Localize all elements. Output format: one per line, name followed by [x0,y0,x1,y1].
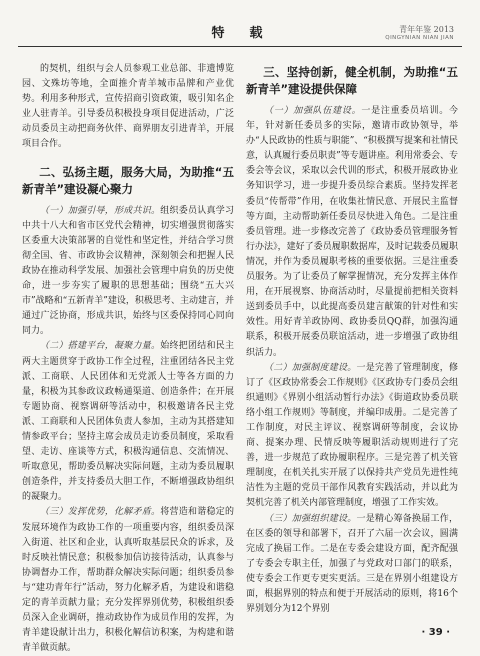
journal-name-pinyin: QINGYNIAN NIAN JIAN [385,35,454,41]
paragraph: 的契机，组织与会人员参观工业总部、非遗博览园、文殊坊等地，全面推介青羊城市品牌和产业优势。利用多种形式，宣传招商引资政策，吸引知名企业人驻青羊。引导委员积极投身项目促进活动，广泛动员委员主动把商务伙伴、商界朋友引进青羊，开展项目合作。 [22,64,234,150]
paragraph-body: 一是精心筹备换届工作，在区委的领导和部署下，召开了六届一次会议，圆满完成了换届工作。二是在专委会建设方面，配齐配强了专委会专职主任，加强了与党政对口部门的联系，使专委会工作更专更实更活。三是在界别小组建设方面，根据界别的特点和便于开展活动的原则，将16个界别划分为12个界别 [246,513,458,615]
right-column [246,62,458,617]
journal-name: 青年年鉴 2013 [399,25,454,34]
paragraph [22,339,234,505]
paragraph-body: 将营造和谐稳定的发展环境作为政协工作的一项重要内容，组织委员深入街道、社区和企业，认真听取基层民众的诉求，及时反映社情民意；积极参加信访接待活动，认真参与协调督办工作，帮助群众解决实际问题；组织委员参与“建功青年行”活动，努力化解矛盾，为建设和谐稳定的青羊贡献力量；充分发挥界别优势，积极组织委员深入企业调研，推动政协作为成员作用的发挥，为青羊建设献计出力，积极化解信访积案，为构建和谐青羊做贡献。 [22,507,234,654]
paragraph-body: 一是注重委员培训。今年，针对新任委员多的实际，邀请市政协领导，举办“人民政协的性质与职能”、“积极撰写提案和社情民意，认真履行委员职责”等专题讲座。利用常委会、专委会等会议，采取以会代训的形式，积极开展政协业务知识学习，进一步提升委员综合素质。坚持发挥老委员“传帮带”作用，在收集社情民意、开展民主监督等方面，主动帮助新任委员尽快进入角色。二是注重委员管理。进一步修改完善了《政协委员管理服务暂行办法》，建好了委员履职数据库，及时记载委员履职情况，并作为委员履职考核的重要依据。三是注重委员服务。为了让委员了解掌握情况，充分发挥主体作用，在开展视察、协商活动时，尽量提前把相关资料送到委员手中，以此提高委员建言献策的针对性和实效性。用好青羊政协网、政协委员QQ群，加强沟通联系，积极开展委员联谊活动，进一步增强了政协组织活力。 [246,106,458,358]
paragraph [246,512,458,618]
header-rule [18,46,462,47]
section-heading-2: 二、弘扬主题，服务大局，为助推“五新青羊”建设凝心聚力 [22,164,234,196]
page-number: · 39 · [421,627,450,638]
subheading: （一）加强引导，形成共识。 [40,205,161,216]
paragraph [22,505,234,656]
left-column [22,62,234,656]
section-label: 特 载 [211,26,269,41]
page-header [0,0,480,46]
subheading: （三）发挥优势，化解矛盾。 [40,507,161,518]
paragraph [246,361,458,512]
subheading: （一）加强队伍建设。 [264,106,362,116]
subheading: （二）搭建平台，凝聚力量。 [40,341,161,352]
paragraph-body: 组织委员认真学习中共十八大和省市区党代会精神，切实增强贯彻落实区委重大决策部署的自觉性和坚定性，并结合学习贯彻全国、省、市政协会议精神，深刻领会和把握人民政协在推动科学发展、加强社会管理中肩负的历史使命，进一步夯实了履职的思想基础；围绕“五大兴市”战略和“五新青羊”建设，积极思考、主动建言，并通过广泛协商，形成共识，始终与区委保持同心同向同力。 [22,205,234,337]
subheading: （二）加强制度建设。 [264,362,357,373]
paragraph-body: 一是完善了管理制度，修订了《区政协常委会工作规则》《区政协专门委员会组织通则》《界别小组活动暂行办法》《街道政协委员联络小组工作规则》等制度，并编印成册。二是完善了工作制度，对民主评议、视察调研等制度，会议协商、提案办理、民情反映等履职活动规则进行了完善，进一步规范了政协履职程序。三是完善了机关管理制度，在机关扎实开展了以保持共产党员先进性纯洁性为主题的党员干部作风教育实践活动，并以此为契机完善了机关内部管理制度，增强了工作实效。 [246,362,458,509]
paragraph [246,104,458,361]
paragraph [22,204,234,340]
paragraph-body: 始终把团结和民主两大主题贯穿于政协工作全过程，注重团结各民主党派、工商联、人民团体和无党派人士等各方面的力量，积极为其参政议政畅通渠道、创造条件；在开展专题协商、视察调研等活动中，积极邀请各民主党派、工商联和人民团体负责人参加，主动为其搭建知情参政平台；坚持主席会成员走访委员制度，采取看望、走访、座谈等方式，积极沟通信息、交流情况、听取意见，帮助委员解决实际问题，主动为委员履职创造条件，并支持委员大胆工作，不断增强政协组织的凝聚力。 [22,341,234,503]
subheading: （三）加强组织建设。 [264,513,357,524]
section-heading-3: 三、坚持创新，健全机制，为助推“五新青羊”建设提供保障 [246,65,458,96]
